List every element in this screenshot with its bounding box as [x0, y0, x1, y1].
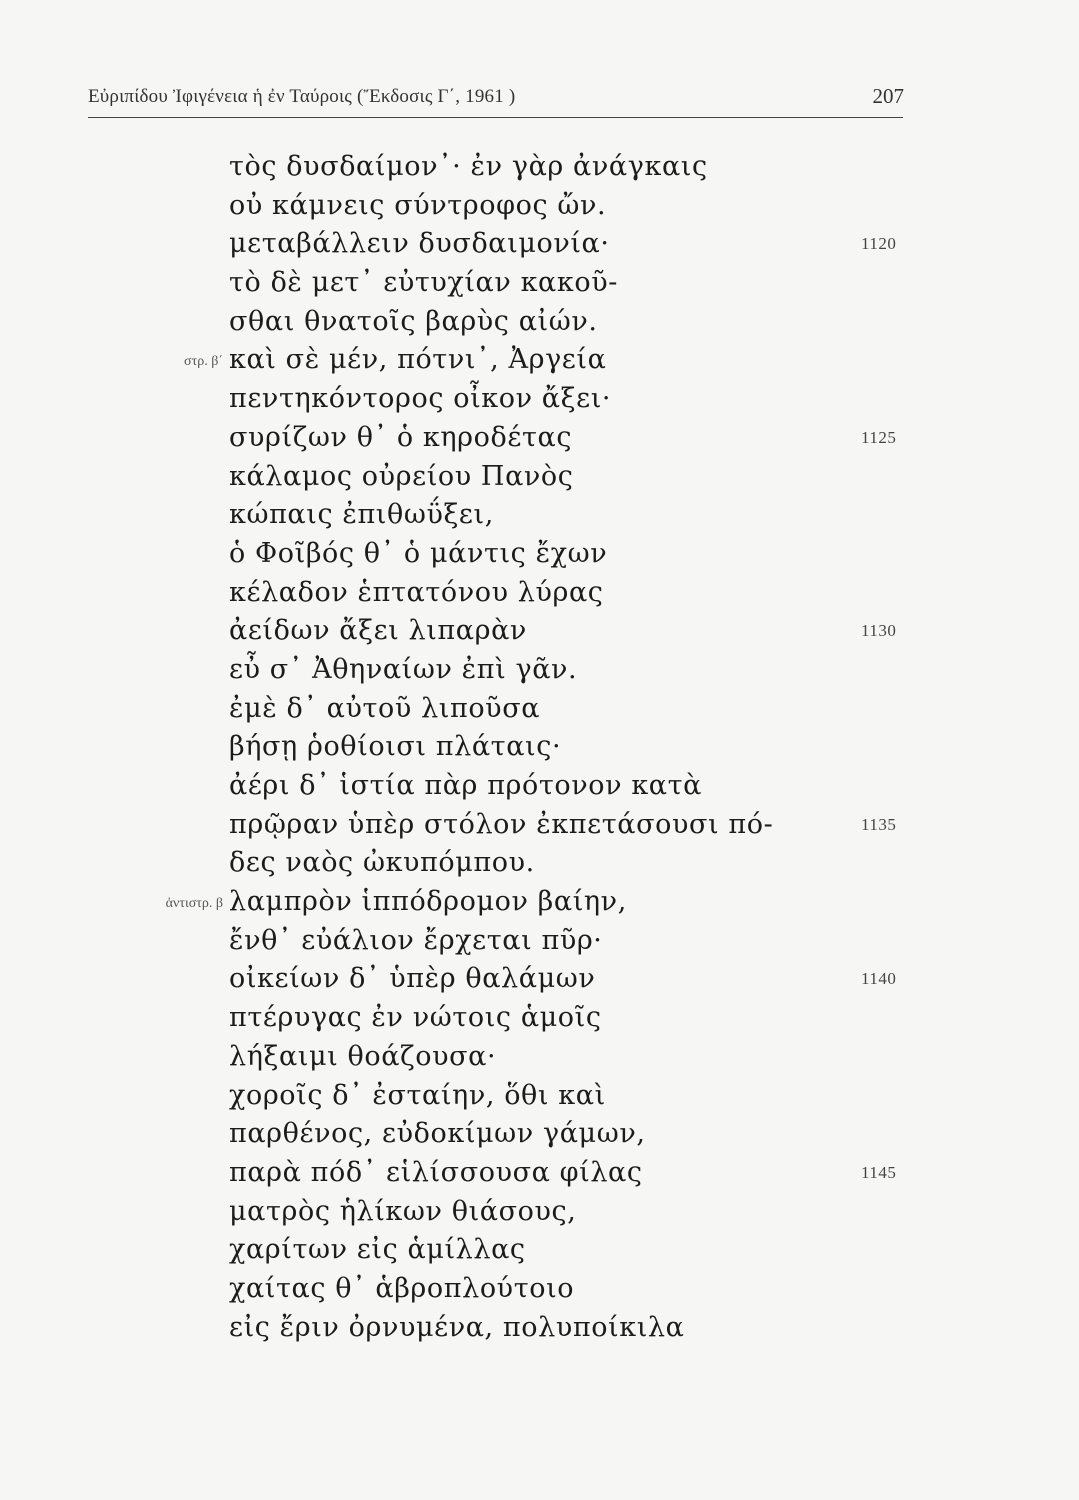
line-number: 1120 — [861, 234, 897, 254]
verse-line — [229, 922, 773, 961]
verse-line — [229, 767, 773, 806]
verse-line — [229, 225, 897, 264]
verse-line — [229, 612, 897, 651]
verse-text: δες ναὸς ὠκυπόμπου. — [229, 847, 535, 879]
verse-line — [229, 187, 773, 226]
verse-text: παρὰ πόδ᾽ εἱλίσσουσα φίλας — [229, 1156, 643, 1188]
verse-text: λαμπρὸν ἱππόδρομον βαίην, — [229, 886, 627, 918]
verse-line — [229, 264, 773, 303]
verse-text: παρθένος, εὐδοκίμων γάμων, — [229, 1118, 646, 1150]
verse-text: τὸς δυσδαίμον᾽· ἐν γὰρ ἀνάγκαις — [229, 151, 708, 182]
verse-text: χοροῖς δ᾽ ἐσταίην, ὅθι καὶ — [229, 1079, 606, 1111]
verse-line — [229, 419, 897, 458]
verse-line — [229, 1115, 773, 1154]
verse-text: κώπαις ἐπιθωΰξει, — [229, 499, 494, 531]
verse-line — [229, 148, 773, 187]
verse-text: οὐ κάμνεις σύντροφος ὤν. — [229, 189, 607, 221]
verse-line — [165, 883, 773, 922]
verse-line — [229, 844, 773, 883]
verse-line — [229, 1077, 773, 1116]
verse-block — [165, 148, 897, 1347]
verse-text: συρίζων θ᾽ ὁ κηροδέτας — [229, 421, 573, 453]
verse-text: λήξαιμι θοάζουσα· — [229, 1040, 497, 1072]
verse-text: ματρὸς ἡλίκων θιάσους, — [229, 1195, 577, 1227]
verse-line — [229, 690, 773, 729]
verse-line — [229, 1231, 773, 1270]
verse-text: καὶ σὲ μέν, πότνι᾽, Ἀργεία — [229, 344, 607, 376]
line-number: 1140 — [861, 969, 897, 989]
verse-line — [229, 303, 773, 342]
verse-line — [184, 341, 773, 380]
verse-text: ὁ Φοῖβός θ᾽ ὁ μάντις ἔχων — [229, 537, 608, 569]
verse-line — [229, 1309, 773, 1348]
verse-line — [229, 1038, 773, 1077]
line-number: 1135 — [861, 814, 897, 834]
verse-line — [229, 960, 897, 999]
verse-line — [229, 1270, 773, 1309]
verse-line — [229, 1193, 773, 1232]
verse-text: οἰκείων δ᾽ ὑπὲρ θαλάμων — [229, 963, 596, 995]
verse-text: βήσῃ ῥοθίοισι πλάταις· — [229, 731, 562, 763]
verse-text: χαίτας θ᾽ ἁβροπλούτοιο — [229, 1272, 575, 1304]
verse-text: εὖ σ᾽ Ἀθηναίων ἐπὶ γᾶν. — [229, 653, 578, 685]
verse-text: ἀείδων ἄξει λιπαρὰν — [229, 615, 527, 647]
verse-text: τὸ δὲ μετ᾽ εὐτυχίαν κακοῦ- — [229, 267, 618, 299]
header-rule — [88, 117, 903, 118]
verse-text: ἔνθ᾽ εὐάλιον ἔρχεται πῦρ· — [229, 924, 603, 956]
strophe-label: ἀντιστρ. β — [165, 896, 223, 912]
running-head-title: Εὐριπίδου Ἰφιγένεια ἡ ἐν Ταύροις (Ἔκδοσις Γ΄, 1961 ) — [88, 86, 516, 107]
line-number: 1145 — [861, 1162, 897, 1182]
verse-text: κάλαμος οὐρείου Πανὸς — [229, 460, 574, 492]
verse-text: ἐμὲ δ᾽ αὐτοῦ λιποῦσα — [229, 692, 541, 724]
verse-line — [229, 496, 773, 535]
verse-text: πτέρυγας ἐν νώτοις ἁμοῖς — [229, 1002, 602, 1034]
verse-text: ἀέρι δ᾽ ἱστία πὰρ πρότονον κατὰ — [229, 770, 702, 801]
line-number: 1125 — [861, 427, 897, 447]
running-head — [88, 84, 904, 112]
line-number: 1130 — [861, 621, 897, 641]
verse-text: εἰς ἔριν ὀρνυμένα, πολυποίκιλα — [229, 1311, 685, 1343]
verse-text: σθαι θνατοῖς βαρὺς αἰών. — [229, 305, 598, 337]
verse-text: μεταβάλλειν δυσδαιμονία· — [229, 228, 610, 260]
verse-line — [229, 728, 773, 767]
verse-line — [229, 999, 773, 1038]
verse-text: πεντηκόντορος οἶκον ἄξει· — [229, 383, 612, 415]
verse-text: κέλαδον ἑπτατόνου λύρας — [229, 576, 604, 608]
verse-line — [229, 651, 773, 690]
verse-line — [229, 458, 773, 497]
verse-line — [229, 806, 897, 845]
page-number: 207 — [872, 84, 904, 108]
verse-text: χαρίτων εἰς ἁμίλλας — [229, 1234, 526, 1266]
verse-line — [229, 535, 773, 574]
verse-text: πρῷραν ὑπὲρ στόλον ἐκπετάσουσι πό- — [229, 808, 774, 840]
strophe-label: στρ. β΄ — [184, 354, 223, 370]
verse-line — [229, 1154, 897, 1193]
verse-line — [229, 574, 773, 613]
verse-line — [229, 380, 773, 419]
